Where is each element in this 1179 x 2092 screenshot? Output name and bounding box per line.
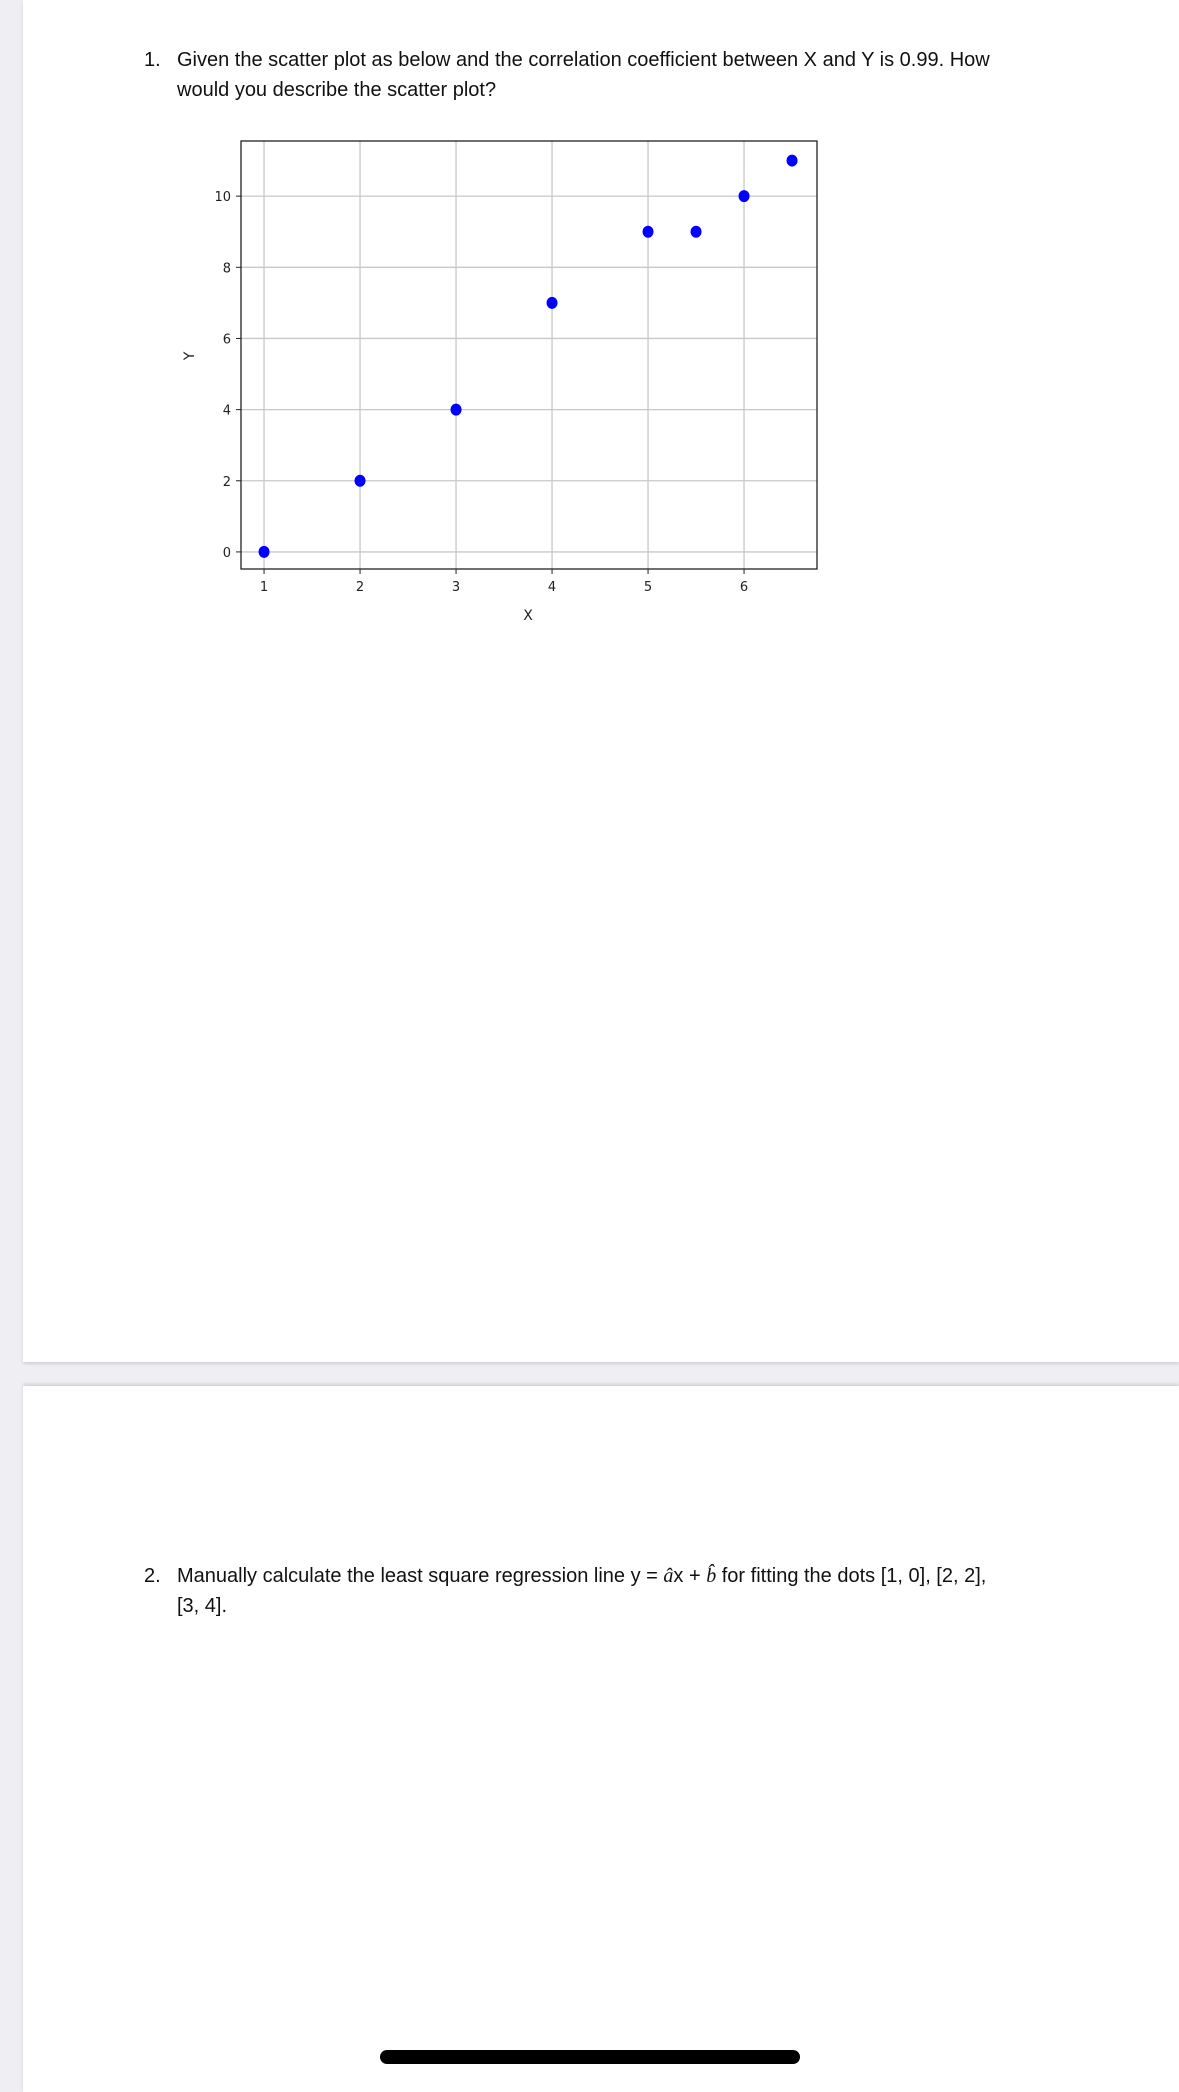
x-axis-label: X <box>523 608 533 624</box>
data-point <box>259 546 270 558</box>
data-point <box>787 155 798 167</box>
grid <box>241 141 817 569</box>
x-tick-label: 6 <box>739 580 749 595</box>
x-tick-label: 3 <box>451 580 461 595</box>
data-point <box>691 226 702 238</box>
home-indicator[interactable] <box>380 2050 800 2064</box>
question-number: 2. <box>144 1565 161 1587</box>
x-tick-label: 5 <box>643 580 653 595</box>
y-tick-label: 4 <box>222 403 231 419</box>
scatter-chart <box>0 0 1179 640</box>
question-text: for fitting the dots [1, 0], [2, 2], <box>716 1565 987 1587</box>
y-tick-label: 8 <box>222 261 231 277</box>
x-tick-label: 1 <box>259 580 269 595</box>
y-tick-label: 0 <box>222 545 231 561</box>
question-text-line2: [3, 4]. <box>177 1595 228 1617</box>
document-page-2 <box>23 1386 1179 2092</box>
data-point <box>355 475 366 487</box>
question-text-line2: would you describe the scatter plot? <box>177 79 497 101</box>
question-text-line1: Given the scatter plot as below and the correlation coefficient between X and Y is 0.99. How <box>177 49 990 71</box>
data-point <box>643 226 654 238</box>
x-tick-label: 4 <box>547 580 557 595</box>
question-text: Manually calculate the least square regression line y = <box>177 1565 664 1587</box>
points <box>259 155 798 558</box>
y-tick-label: 6 <box>222 332 231 348</box>
y-tick-label: 2 <box>222 474 231 490</box>
x-tick-label: 2 <box>355 580 365 595</box>
question-number: 1. <box>144 49 161 71</box>
y-axis-label: Y <box>182 351 198 361</box>
data-point <box>739 190 750 202</box>
y-tick-label: 10 <box>214 190 231 206</box>
b-hat: b̂ <box>706 1565 717 1587</box>
ticks <box>214 190 748 595</box>
plot-frame <box>241 141 817 569</box>
data-point <box>547 297 558 309</box>
a-hat: â <box>663 1565 674 1587</box>
data-point <box>451 404 462 416</box>
question-text: x + <box>673 1565 707 1587</box>
